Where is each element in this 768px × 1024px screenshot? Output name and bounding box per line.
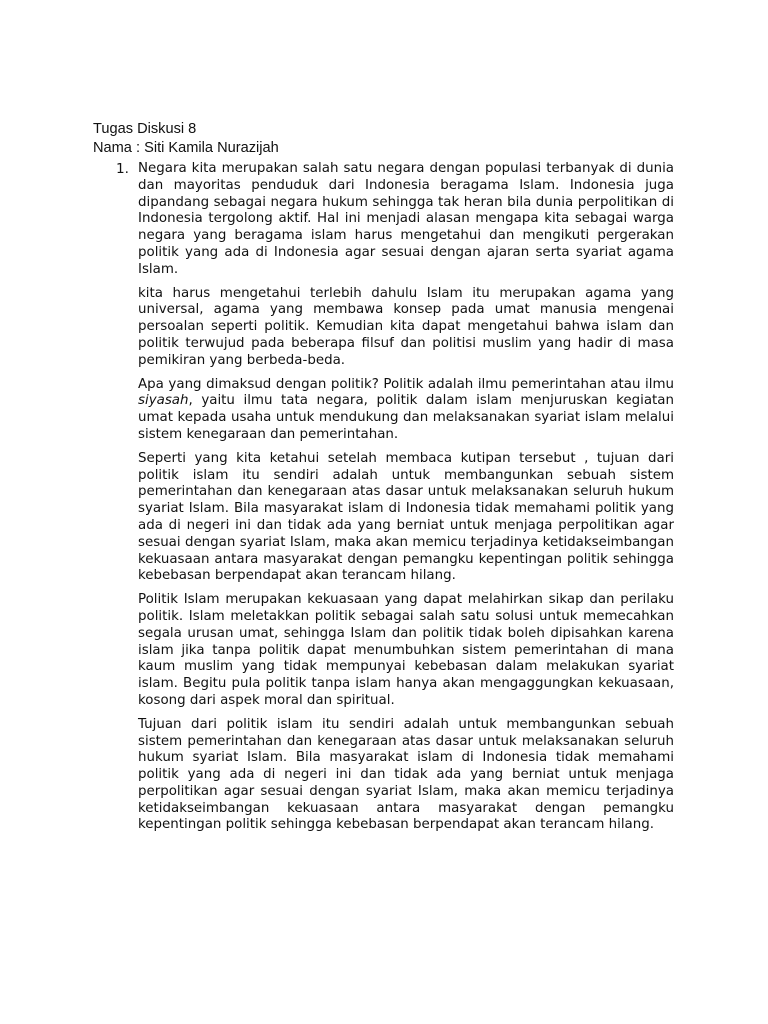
paragraph-2: kita harus mengetahui terlebih dahulu Islam itu merupakan agama yang universal, agama yang membawa konsep pada umat manusia mengenai persoalan seperti politik. Kemudian kita dapat mengetahui bahwa islam dan politik terwujud pada beberapa filsuf dan politisi muslim yang hadir di masa pemikiran yang berbeda-beda. bbox=[138, 285, 674, 368]
paragraph-3 bbox=[138, 377, 674, 444]
paragraph-3-text-before: Apa yang dimaksud dengan politik? Politik adalah ilmu pemerintahan atau ilmu bbox=[138, 376, 674, 392]
assignment-title: Tugas Diskusi 8 bbox=[93, 121, 197, 137]
italic-term: siyasah bbox=[138, 393, 189, 409]
paragraph-6: Tujuan dari politik islam itu sendiri adalah untuk membangunkan sebuah sistem pemerintahan dan kenegaraan atas dasar untuk melaksanakan seluruh hukum syariat Islam. Bila masyarakat islam di Indonesia tidak memahami politik yang ada di negeri ini dan tidak ada yang berniat untuk menjaga perpolitikan agar sesuai dengan syariat Islam, maka akan memicu terjadinya ketidakseimbangan kekuasaan antara masyarakat dengan pemangku kepentingan politik sehingga kebebasan berpendapat akan terancam hilang. bbox=[138, 716, 674, 833]
document-header bbox=[93, 120, 279, 158]
paragraph-1: Negara kita merupakan salah satu negara dengan populasi terbanyak di dunia dan mayoritas penduduk dari Indonesia beragama Islam. Indonesia juga dipandang sebagai negara hukum sehingga tak heran bila dunia perpolitikan di Indonesia tergolong aktif. Hal ini menjadi alasan mengapa kita sebagai warga negara yang beragama islam harus mengetahui dan mengikuti pergerakan politik yang ada di Indonesia agar sesuai dengan ajaran serta syariat agama Islam. bbox=[138, 161, 674, 277]
paragraph-4: Seperti yang kita ketahui setelah membaca kutipan tersebut , tujuan dari politik islam itu sendiri adalah untuk membangunkan sebuah sistem pemerintahan dan kenegaraan atas dasar untuk melaksanakan seluruh hukum syariat Islam. Bila masyarakat islam di Indonesia tidak memahami politik yang ada di negeri ini dan tidak ada yang berniat untuk menjaga perpolitikan agar sesuai dengan syariat Islam, maka akan memicu terjadinya ketidakseimbangan kekuasaan antara masyarakat dengan pemangku kepentingan politik sehingga kebebasan berpendapat akan terancam hilang. bbox=[138, 450, 674, 584]
paragraph-5: Politik Islam merupakan kekuasaan yang dapat melahirkan sikap dan perilaku politik. Islam meletakkan politik sebagai salah satu solusi untuk memecahkan segala urusan umat, sehingga Islam dan politik tidak boleh dipisahkan karena islam jika tanpa politik dapat menumbuhkan sistem pemerintahan di mana kaum muslim yang tidak mempunyai kebebasan dalam melakukan syariat islam. Begitu pula politik tanpa islam hanya akan mengaggungkan kekuasaan, kosong dari aspek moral dan spiritual. bbox=[138, 592, 674, 708]
list-number: 1. bbox=[116, 161, 129, 177]
student-name: Nama : Siti Kamila Nurazijah bbox=[93, 140, 279, 156]
answer-body bbox=[138, 161, 674, 841]
paragraph-3-text-after: , yaitu ilmu tata negara, politik dalam islam menjuruskan kegiatan umat kepada usaha untuk mendukung dan melaksanakan syariat islam melalui sistem kenegaraan dan pemerintahan. bbox=[138, 393, 674, 442]
